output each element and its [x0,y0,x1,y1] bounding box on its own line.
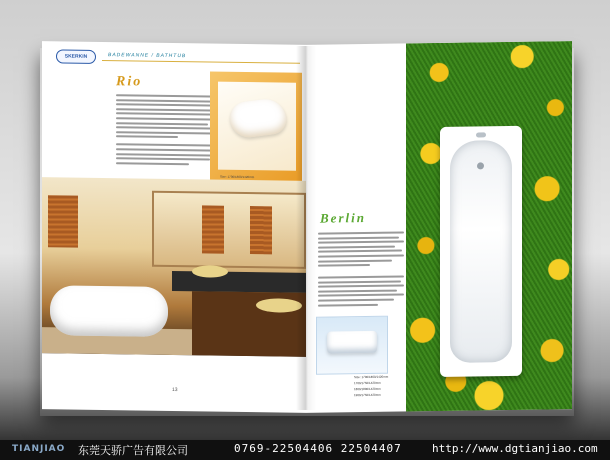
product-name-berlin: Berlin [320,210,366,226]
right-page [306,41,572,413]
tub-overflow [476,132,486,137]
photo-counter [172,271,306,293]
photo-bathtub [50,285,168,337]
rio-product-card [210,72,302,191]
footer-company: 东莞天骄广告有限公司 [78,444,188,457]
photo-basin [192,265,228,278]
bathroom-photo [42,174,306,357]
footer-url: http://www.dgtianjiao.com [432,442,598,455]
berlin-tub-shape [327,331,377,354]
dimension-row: 1700/1750/1420mm [354,380,381,386]
brand-logo: SKERKIN [56,49,96,64]
rio-tub-photo [218,82,296,171]
rio-tub-shape [228,97,288,140]
berlin-dimensions [354,374,388,398]
photo-shutter [202,205,224,253]
tub-basin [450,140,512,363]
rio-dimensions: Size: 1700/1800/1420mm [220,174,255,180]
photo-shutter [48,195,78,247]
dimension-row: 1900/1750/1420mm [354,392,381,398]
flower-grass-background [406,41,572,411]
page-number: 13 [172,386,178,394]
left-page [42,41,306,413]
photo-mirror [152,191,306,269]
header-rule [102,60,300,64]
berlin-description [318,231,404,269]
footer-phones: 0769-22504406 22504407 [234,442,402,455]
spine-gutter [296,46,316,410]
dimension-row: Size: 1700/1800/1420mm [354,374,389,380]
product-name-rio: Rio [116,74,143,90]
tub-drain [477,162,484,169]
berlin-product-card [316,316,388,375]
berlin-description-2 [318,275,404,308]
dimension-row: 1800/1800/1420mm [354,386,381,392]
footer-logo: TIANJIAO [12,444,66,454]
berlin-tub-top-view [440,126,522,377]
section-title: BADEWANNE / BATHTUB [108,52,187,60]
rio-description [116,94,220,175]
photo-shutter [250,206,272,254]
